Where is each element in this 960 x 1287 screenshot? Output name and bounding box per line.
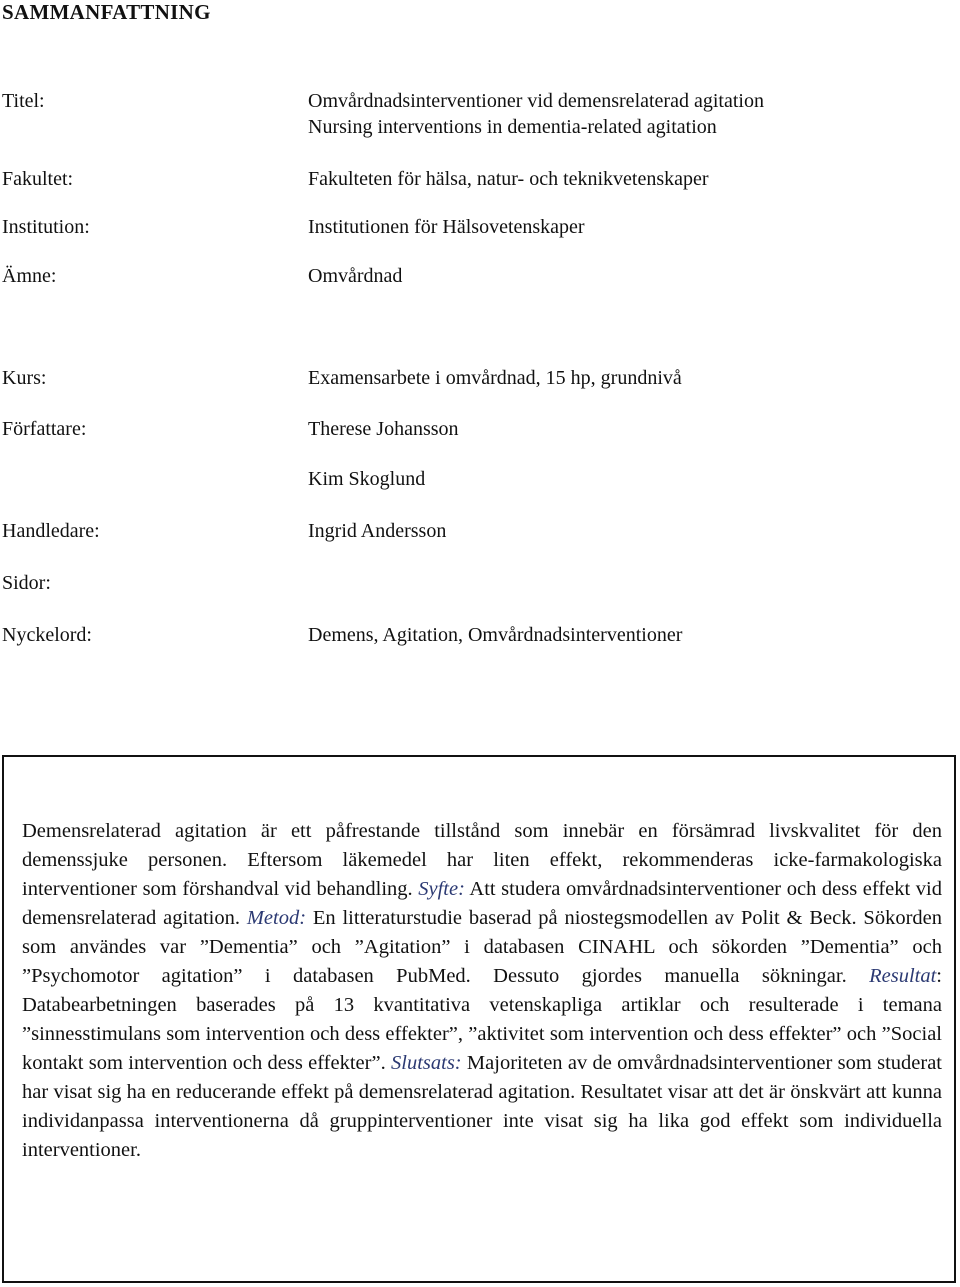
value-kurs: Examensarbete i omvårdnad, 15 hp, grundnivå [308, 367, 682, 389]
value-fakultet: Fakulteten för hälsa, natur- och teknikvetenskaper [308, 168, 709, 190]
abstract-intro: Demensrelaterad agitation är ett påfrestande tillstånd som innebär en försämrad livskvalitet för den demenssjuke personen. Eftersom läkemedel har liten effekt, rekommenderas icke-farmakologiska interventioner som förshandval vid behandling. [22, 820, 942, 900]
label-kurs: Kurs: [2, 367, 47, 389]
label-institution: Institution: [2, 216, 90, 238]
abstract-resultat-label: Resultat [869, 965, 937, 987]
value-forfattare-1: Therese Johansson [308, 418, 459, 440]
value-forfattare-2: Kim Skoglund [308, 468, 426, 490]
abstract-metod-label: Metod: [246, 907, 307, 929]
value-titel-swedish: Omvårdnadsinterventioner vid demensrelaterad agitation [308, 90, 764, 112]
abstract-resultat-text: : Databearbetningen baserades på 13 kvantitativa vetenskapliga artiklar och resulterade i temana ”sinnesstimulans som intervention och dess effekter”, ”aktivitet som intervention och dess effekter” och ”Social kontakt som intervention och dess effekter”. [22, 965, 942, 1074]
abstract-slutsats-text: Majoriteten av de omvårdnadsinterventioner som studerat har visat sig ha en reducerande effekt på demensrelaterad agitation. Resultatet visar att det är önskvärt att kunna individanpassa interventionerna då gruppinterventioner inte visat sig ha lika god effekt som individuella interventioner. [22, 1052, 942, 1161]
value-institution: Institutionen för Hälsovetenskaper [308, 216, 585, 238]
abstract-syfte-label: Syfte: [418, 878, 465, 900]
value-handledare: Ingrid Andersson [308, 520, 447, 542]
label-titel: Titel: [2, 90, 45, 112]
label-fakultet: Fakultet: [2, 168, 74, 190]
label-sidor: Sidor: [2, 572, 51, 594]
value-titel-english: Nursing interventions in dementia-related agitation [308, 116, 717, 138]
value-nyckelord: Demens, Agitation, Omvårdnadsinterventioner [308, 624, 683, 646]
page-heading: SAMMANFATTNING [2, 0, 211, 24]
value-amne: Omvårdnad [308, 265, 403, 287]
label-nyckelord: Nyckelord: [2, 624, 92, 646]
abstract-slutsats-label: Slutsats: [391, 1052, 462, 1074]
abstract-text [22, 817, 942, 1165]
abstract-syfte-text: Att studera omvårdnadsinterventioner och dess effekt vid demensrelaterad agitation. [22, 878, 942, 929]
abstract-metod-text: En litteraturstudie baserad på niostegsmodellen av Polit & Beck. Sökorden som användes var ”Dementia” och ”Agitation” i databasen CINAHL och sökorden ”Dementia” och ”Psychomotor agitation” i databasen PubMed. Dessuto gjordes manuella sökningar. [22, 907, 942, 987]
label-handledare: Handledare: [2, 520, 100, 542]
abstract-box [2, 755, 956, 1283]
label-forfattare: Författare: [2, 418, 87, 440]
label-amne: Ämne: [2, 265, 57, 287]
